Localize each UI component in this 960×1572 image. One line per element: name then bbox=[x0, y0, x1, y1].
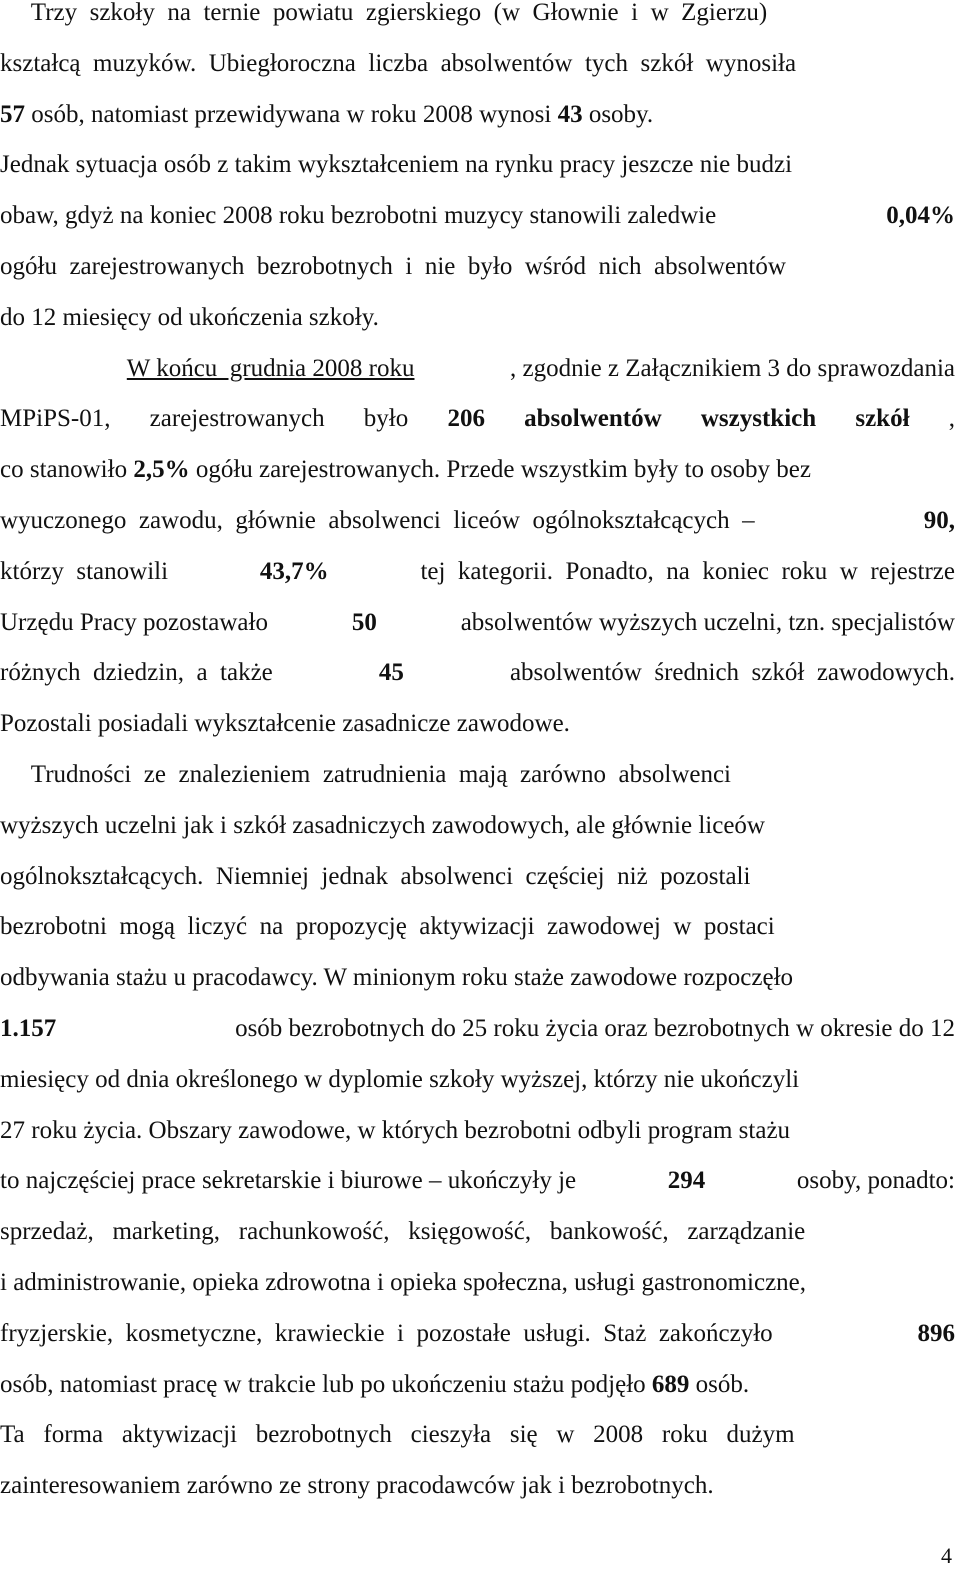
text-segment: którzy stanowili bbox=[0, 557, 169, 585]
page-number: 4 bbox=[941, 1543, 952, 1568]
text-line bbox=[0, 455, 955, 485]
text-line bbox=[0, 1116, 955, 1146]
bold-text: wszystkich bbox=[700, 405, 817, 433]
text-segment: , bbox=[948, 405, 955, 433]
text-segment: MPiPS-01, bbox=[0, 405, 111, 433]
bold-text: 45 bbox=[378, 659, 404, 687]
text-line bbox=[0, 608, 955, 638]
text-segment: zarejestrowanych bbox=[149, 405, 325, 433]
text-segment: zainteresowaniem zarówno ze strony pracodawców jak i bezrobotnych. bbox=[0, 1472, 714, 1500]
text-segment: ogólnokształcących. Niemniej jednak absolwenci częściej niż pozostali bbox=[0, 862, 751, 890]
text-line bbox=[0, 100, 955, 130]
text-line bbox=[0, 557, 955, 587]
text-segment: Trudności ze znalezieniem zatrudnienia mają zarówno absolwenci bbox=[0, 761, 732, 788]
text-segment: wyższych uczelni jak i szkół zasadniczych zawodowych, ale głównie liceów bbox=[0, 811, 765, 839]
text-segment: Ta forma aktywizacji bezrobotnych cieszyła się w 2008 roku dużym bbox=[0, 1421, 795, 1449]
text-line bbox=[0, 1420, 955, 1450]
text-line bbox=[0, 1370, 955, 1400]
text-segment: Jednak sytuacja osób z takim wykształceniem na rynku pracy jeszcze nie budzi bbox=[0, 151, 793, 179]
text-line bbox=[0, 150, 955, 180]
text-segment: do 12 miesięcy od ukończenia szkoły. bbox=[0, 303, 379, 331]
text-segment: osób bezrobotnych do 25 roku życia oraz bezrobotnych w okresie do 12 bbox=[235, 1015, 955, 1042]
bold-text: 2,5% bbox=[133, 456, 190, 484]
text-segment: wyuczonego zawodu, głównie absolwenci liceów ogólnokształcących – bbox=[0, 507, 768, 534]
text-line bbox=[0, 1014, 955, 1044]
text-line bbox=[0, 0, 955, 28]
text-segment: tej kategorii. Ponadto, na koniec roku w rejestrze bbox=[420, 557, 955, 585]
text-line bbox=[0, 1065, 955, 1095]
text-line bbox=[0, 1471, 955, 1501]
text-line bbox=[0, 1268, 955, 1298]
text-line bbox=[0, 1319, 955, 1349]
bold-text: 896 bbox=[917, 1319, 955, 1347]
text-segment: kształcą muzyków. Ubiegłoroczna liczba absolwentów tych szkół wynosiła bbox=[0, 49, 797, 77]
text-segment: obaw, gdyż na koniec 2008 roku bezrobotni muzycy stanowili zaledwie bbox=[0, 202, 717, 230]
text-line bbox=[0, 506, 955, 536]
text-line bbox=[0, 760, 955, 790]
text-segment: było bbox=[363, 405, 409, 433]
text-segment: i administrowanie, opieka zdrowotna i opieka społeczna, usługi gastronomiczne, bbox=[0, 1269, 807, 1296]
text-segment: absolwentów średnich szkół zawodowych. bbox=[509, 659, 955, 687]
text-segment: odbywania stażu u pracodawcy. W minionym roku staże zawodowe rozpoczęło bbox=[0, 964, 794, 992]
text-line bbox=[0, 963, 955, 993]
text-line bbox=[0, 811, 955, 841]
bold-text: 1.157 bbox=[0, 1015, 57, 1042]
bold-text: szkół bbox=[855, 405, 910, 433]
text-line bbox=[0, 1217, 955, 1247]
text-segment: to najczęściej prace sekretarskie i biurowe – ukończyły je bbox=[0, 1167, 577, 1195]
text-line bbox=[0, 49, 955, 79]
bold-text: 294 bbox=[667, 1167, 706, 1195]
text-segment: 27 roku życia. Obszary zawodowe, w których bezrobotni odbyli program stażu bbox=[0, 1116, 791, 1144]
text-segment: co stanowiło bbox=[0, 456, 128, 484]
text-line bbox=[0, 658, 955, 688]
text-segment: osób. bbox=[695, 1370, 750, 1398]
text-segment: osoby. bbox=[588, 100, 654, 128]
text-segment: absolwentów wyższych uczelni, tzn. specjalistów bbox=[460, 608, 955, 636]
text-line bbox=[0, 1166, 955, 1196]
text-line bbox=[0, 862, 955, 892]
text-segment: miesięcy od dnia określonego w dyplomie szkoły wyższej, którzy nie ukończyli bbox=[0, 1065, 800, 1093]
text-segment: osoby, ponadto: bbox=[796, 1167, 955, 1195]
bold-text: absolwentów bbox=[524, 405, 662, 433]
bold-text: 206 bbox=[447, 405, 485, 433]
text-segment: Pozostali posiadali wykształcenie zasadnicze zawodowe. bbox=[0, 710, 570, 738]
bold-text: 43,7% bbox=[259, 557, 329, 585]
text-line bbox=[0, 912, 955, 942]
bold-text: 90, bbox=[923, 507, 955, 534]
text-line bbox=[0, 404, 955, 434]
text-segment: Trzy szkoły na ternie powiatu zgierskiego (w Głownie i w Zgierzu) bbox=[0, 0, 768, 26]
text-line bbox=[0, 252, 955, 282]
text-segment: fryzjerskie, kosmetyczne, krawieckie i pozostałe usługi. Staż zakończyło bbox=[0, 1319, 773, 1347]
text-segment: , zgodnie z Załącznikiem 3 do sprawozdania bbox=[510, 354, 955, 382]
text-line bbox=[0, 201, 955, 231]
bold-text: 57 bbox=[0, 100, 25, 128]
text-segment bbox=[0, 354, 31, 384]
bold-text: 50 bbox=[351, 608, 377, 636]
text-segment: ogółu zarejestrowanych bezrobotnych i nie było wśród nich absolwentów bbox=[0, 253, 786, 280]
text-segment: ogółu zarejestrowanych. Przede wszystkim były to osoby bez bbox=[195, 456, 811, 484]
underlined-text: W końcu grudnia 2008 roku bbox=[126, 354, 415, 382]
bold-text: 43 bbox=[557, 100, 583, 128]
text-segment: osób, natomiast pracę w trakcie lub po ukończeniu stażu podjęło bbox=[0, 1370, 646, 1398]
text-segment: bezrobotni mogą liczyć na propozycję aktywizacji zawodowej w postaci bbox=[0, 913, 775, 941]
text-segment: różnych dziedzin, a także bbox=[0, 659, 273, 687]
text-line bbox=[0, 709, 955, 739]
text-segment: osób, natomiast przewidywana w roku 2008 wynosi bbox=[31, 100, 552, 128]
text-line bbox=[0, 303, 955, 333]
bold-text: 0,04% bbox=[886, 202, 955, 230]
text-segment: Urzędu Pracy pozostawało bbox=[0, 608, 268, 636]
bold-text: 689 bbox=[651, 1370, 690, 1398]
text-segment: sprzedaż, marketing, rachunkowość, księgowość, bankowość, zarządzanie bbox=[0, 1218, 806, 1246]
text-line bbox=[0, 354, 955, 384]
